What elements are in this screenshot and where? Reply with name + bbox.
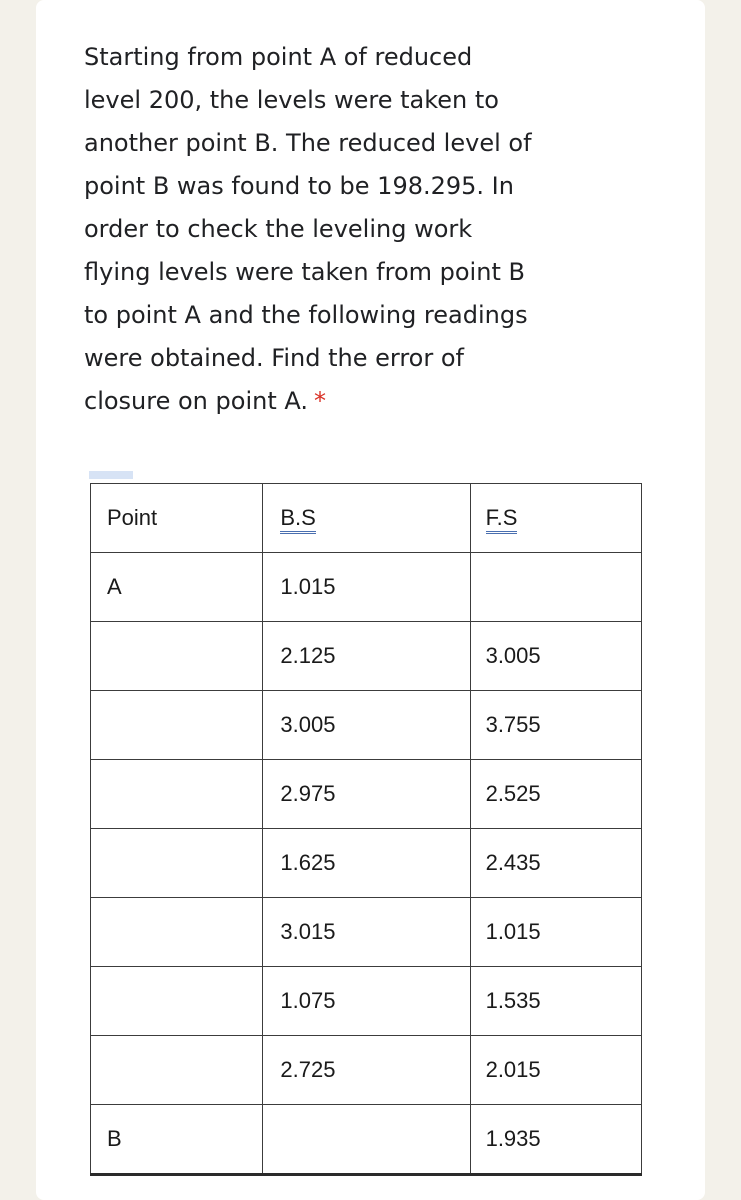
readings-table xyxy=(90,483,642,1176)
cell-bs-value: 3.005 xyxy=(280,712,336,737)
table-row xyxy=(91,829,642,898)
cell-bs xyxy=(263,622,470,691)
cell-fs xyxy=(470,622,641,691)
cell-bs xyxy=(263,691,470,760)
required-marker: * xyxy=(313,387,326,415)
header-bs-label: B.S xyxy=(280,505,315,534)
cell-point xyxy=(91,829,263,898)
cell-bs xyxy=(263,1105,470,1175)
cell-bs xyxy=(263,829,470,898)
question-line: order to check the leveling work xyxy=(84,215,473,243)
cell-point xyxy=(91,691,263,760)
table-row xyxy=(91,898,642,967)
question-line: flying levels were taken from point B xyxy=(84,258,525,286)
table-row xyxy=(91,691,642,760)
cell-fs xyxy=(470,760,641,829)
table-row xyxy=(91,967,642,1036)
cell-point-value: B xyxy=(107,1126,122,1151)
cell-bs xyxy=(263,967,470,1036)
cell-bs-value: 1.075 xyxy=(280,988,336,1013)
question-line: point B was found to be 198.295. In xyxy=(84,172,514,200)
header-fs xyxy=(470,484,641,553)
table-row xyxy=(91,1036,642,1105)
cell-fs-value: 1.935 xyxy=(485,1126,541,1151)
cell-fs-value: 3.755 xyxy=(485,712,541,737)
cell-bs-value: 1.625 xyxy=(280,850,336,875)
question-line: Starting from point A of reduced xyxy=(84,43,473,71)
header-fs-label: F.S xyxy=(486,505,518,534)
cell-point xyxy=(91,553,263,622)
cell-bs-value: 2.725 xyxy=(280,1057,336,1082)
question-line: closure on point A. xyxy=(84,387,308,415)
question-line: another point B. The reduced level of xyxy=(84,129,532,157)
cell-fs-value: 2.525 xyxy=(485,781,541,806)
cell-bs-value: 2.975 xyxy=(280,781,336,806)
header-bs xyxy=(263,484,470,553)
cell-bs xyxy=(263,553,470,622)
table-row xyxy=(91,1105,642,1175)
cell-bs xyxy=(263,1036,470,1105)
cell-point xyxy=(91,1105,263,1175)
cell-fs xyxy=(470,553,641,622)
question-text xyxy=(84,36,584,423)
cell-fs-value: 2.015 xyxy=(485,1057,541,1082)
cell-bs xyxy=(263,898,470,967)
table-row xyxy=(91,553,642,622)
cell-fs-value: 1.535 xyxy=(485,988,541,1013)
cell-fs xyxy=(470,1105,641,1175)
question-line: level 200, the levels were taken to xyxy=(84,86,499,114)
cell-bs xyxy=(263,760,470,829)
cell-fs xyxy=(470,967,641,1036)
cell-bs-value: 1.015 xyxy=(280,574,336,599)
question-line-last xyxy=(84,380,584,423)
cell-point xyxy=(91,967,263,1036)
table-header-row xyxy=(91,484,642,553)
cell-fs-value: 3.005 xyxy=(485,643,541,668)
question-line: were obtained. Find the error of xyxy=(84,344,464,372)
image-selection-accent xyxy=(89,471,133,479)
cell-point-value: A xyxy=(107,574,122,599)
cell-point xyxy=(91,898,263,967)
cell-fs-value: 1.015 xyxy=(485,919,541,944)
cell-fs xyxy=(470,898,641,967)
cell-bs-value: 3.015 xyxy=(280,919,336,944)
cell-fs xyxy=(470,829,641,898)
cell-fs-value: 2.435 xyxy=(485,850,541,875)
cell-fs xyxy=(470,691,641,760)
cell-point xyxy=(91,622,263,691)
cell-bs-value: 2.125 xyxy=(280,643,336,668)
header-point xyxy=(91,484,263,553)
cell-fs xyxy=(470,1036,641,1105)
table-row xyxy=(91,622,642,691)
header-point-label: Point xyxy=(107,505,158,530)
cell-point xyxy=(91,760,263,829)
cell-point xyxy=(91,1036,263,1105)
question-line: to point A and the following readings xyxy=(84,301,528,329)
table-row xyxy=(91,760,642,829)
